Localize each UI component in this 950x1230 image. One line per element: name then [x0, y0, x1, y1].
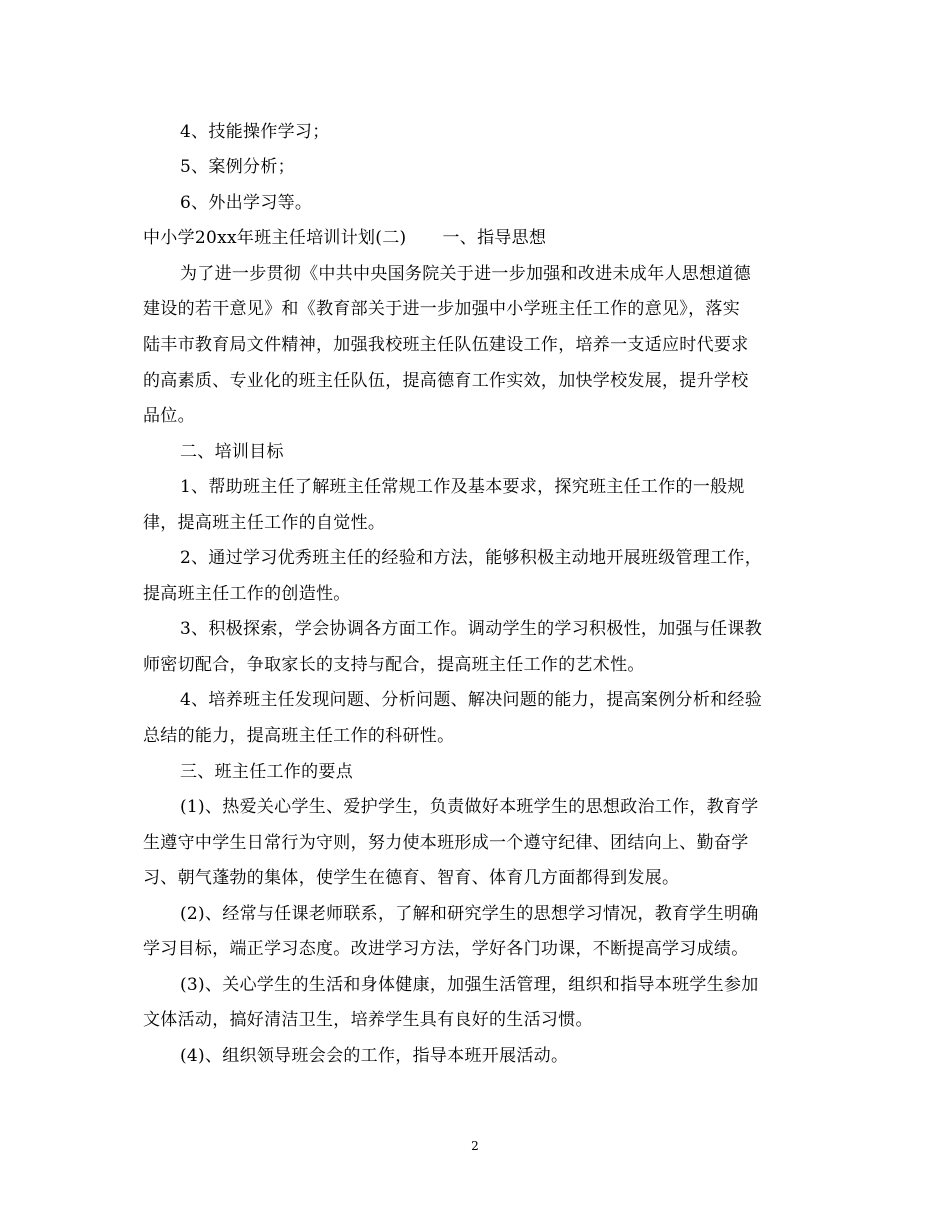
- paragraph-line: 的高素质、专业化的班主任队伍，提高德育工作实效，加快学校发展，提升学校: [143, 371, 749, 391]
- paragraph-line: 总结的能力，提高班主任工作的科研性。: [143, 726, 455, 746]
- paragraph-line: (4)、组织领导班会会的工作，指导本班开展活动。: [180, 1046, 569, 1066]
- plan-title-line: [143, 227, 546, 249]
- paragraph-line: 生遵守中学生日常行为守则，努力使本班形成一个遵守纪律、团结向上、勤奋学: [143, 833, 749, 853]
- paragraph-line: 文体活动，搞好清洁卫生，培养学生具有良好的生活习惯。: [143, 1010, 593, 1030]
- paragraph-line: 律，提高班主任工作的自觉性。: [143, 513, 386, 533]
- paragraph-line: 提高班主任工作的创造性。: [143, 584, 351, 604]
- page-number: 2: [471, 1139, 479, 1153]
- paragraph-line: 建设的若干意见》和《教育部关于进一步加强中小学班主任工作的意见》，落实: [143, 299, 740, 319]
- paragraph-line: (1)、热爱关心学生、爱护学生，负责做好本班学生的思想政治工作，教育学: [180, 797, 759, 817]
- section-heading-key-points: 三、班主任工作的要点: [180, 762, 353, 782]
- section-heading-guiding-thought: 一、指导思想: [442, 228, 547, 248]
- paragraph-line: (2)、经常与任课老师联系，了解和研究学生的思想学习情况，教育学生明确: [180, 904, 759, 924]
- section-heading-training-goals: 二、培训目标: [180, 442, 284, 462]
- paragraph-line: 学习目标，端正学习态度。改进学习方法，学好各门功课，不断提高学习成绩。: [143, 939, 749, 959]
- paragraph-line: 师密切配合，争取家长的支持与配合，提高班主任工作的艺术性。: [143, 655, 645, 675]
- list-item-skill-practice: 4、技能操作学习；: [180, 122, 330, 142]
- list-item-case-analysis: 5、案例分析；: [180, 157, 295, 177]
- paragraph-line: 3、积极探索，学会协调各方面工作。调动学生的学习积极性，加强与任课教: [180, 619, 763, 639]
- paragraph-line: 陆丰市教育局文件精神，加强我校班主任队伍建设工作，培养一支适应时代要求: [143, 335, 749, 355]
- paragraph-line: 品位。: [143, 406, 195, 426]
- paragraph-line: 2、通过学习优秀班主任的经验和方法，能够积极主动地开展班级管理工作，: [180, 548, 763, 568]
- list-item-field-study: 6、外出学习等。: [180, 193, 313, 213]
- paragraph-line: 1、帮助班主任了解班主任常规工作及基本要求，探究班主任工作的一般规: [180, 477, 745, 497]
- paragraph-line: 习、朝气蓬勃的集体，使学生在德育、智育、体育几方面都得到发展。: [143, 868, 680, 888]
- paragraph-line: 4、培养班主任发现问题、分析问题、解决问题的能力，提高案例分析和经验: [180, 690, 763, 710]
- paragraph-line: (3)、关心学生的生活和身体健康，加强生活管理，组织和指导本班学生参加: [180, 975, 759, 995]
- paragraph-line: 为了进一步贯彻《中共中央国务院关于进一步加强和改进未成年人思想道德: [180, 264, 751, 284]
- plan-title: 中小学20xx年班主任培训计划(二): [143, 228, 407, 248]
